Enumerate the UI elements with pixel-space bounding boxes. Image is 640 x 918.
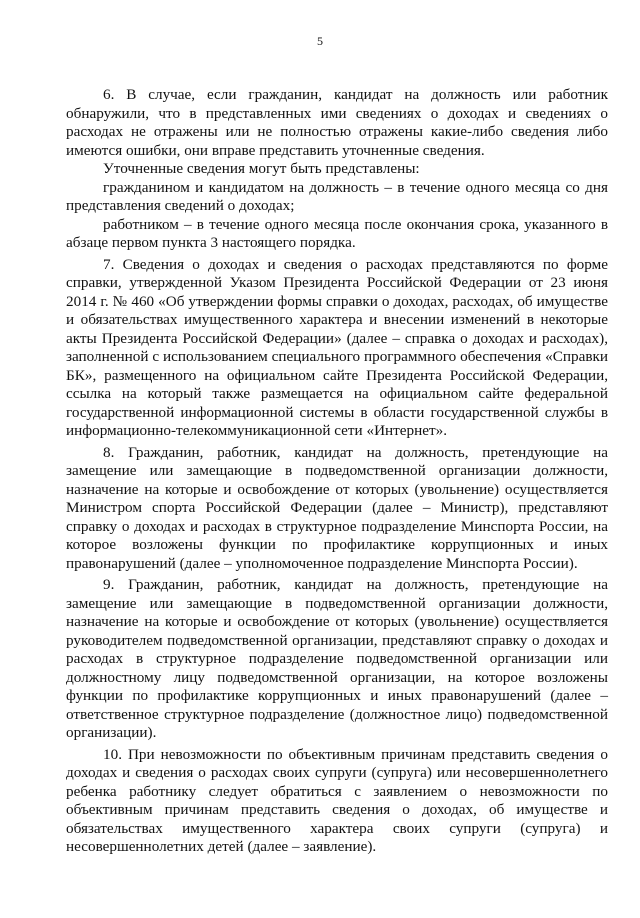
paragraph-6-clarification: Уточненные сведения могут быть представлены: xyxy=(103,160,420,177)
document-text xyxy=(66,86,608,857)
paragraph-6-citizen-term: гражданином и кандидатом на должность – в течение одного месяца со дня представления сведений о доходах; xyxy=(66,178,608,214)
paragraph-9: 9. Гражданин, работник, кандидат на должность, претендующие на замещение или замещающие в подведомственной организации должности, назначение на которые и освобождение от которых (увольнение) осуществляется руководителем подведомственной организации, представляют справку о доходах и расходах в структурное подразделение подведомственной организации или должностному лицу подведомственной организации, на которое возложены функции по профилактике коррупционных и иных правонарушений (далее – ответственное структурное подразделение (должностное лицо) подведомственной организации). xyxy=(66,576,608,741)
paragraph-7: 7. Сведения о доходах и сведения о расходах представляются по форме справки, утвержденной Указом Президента Российской Федерации от 23 июня 2014 г. № 460 «Об утверждении формы справки о доходах, расходах, об имуществе и обязательствах имущественного характера и внесении изменений в некоторые акты Президента Российской Федерации» (далее – справка о доходах и расходах), заполненной с использованием специального программного обеспечения «Справки БК», размещенного на официальном сайте Президента Российской Федерации, ссылка на который также размещается на официальном сайте федеральной государственной информационной системы в области государственной службы в информационно-телекоммуникационной сети «Интернет». xyxy=(66,255,608,439)
page-number: 5 xyxy=(317,34,323,48)
paragraph-10: 10. При невозможности по объективным причинам представить сведения о доходах и сведения о расходах своих супруги (супруга) или несовершеннолетнего ребенка работнику следует обратиться с заявлением о невозможности по объективным причинам представить сведения о доходах, об имуществе и обязательствах имущественного характера своих супруги (супруга) и несовершеннолетних детей (далее – заявление). xyxy=(66,745,608,855)
paragraph-6: 6. В случае, если гражданин, кандидат на должность или работник обнаружили, что в представленных ими сведениях о доходах и сведениях о расходах не отражены или не полностью отражены какие-либо сведения либо имеются ошибки, они вправе представить уточненные сведения. xyxy=(66,86,608,159)
paragraph-8: 8. Гражданин, работник, кандидат на должность, претендующие на замещение или замещающие в подведомственной организации должности, назначение на которые и освобождение от которых (увольнение) осуществляется Министром спорта Российской Федерации (далее – Министр), представляют справку о доходах и расходах в структурное подразделение Минспорта России, на которое возложены функции по профилактике коррупционных и иных правонарушений (далее – уполномоченное подразделение Минспорта России). xyxy=(66,443,608,572)
paragraph-6-employee-term: работником – в течение одного месяца после окончания срока, указанного в абзаце первом пункта 3 настоящего порядка. xyxy=(66,215,608,251)
